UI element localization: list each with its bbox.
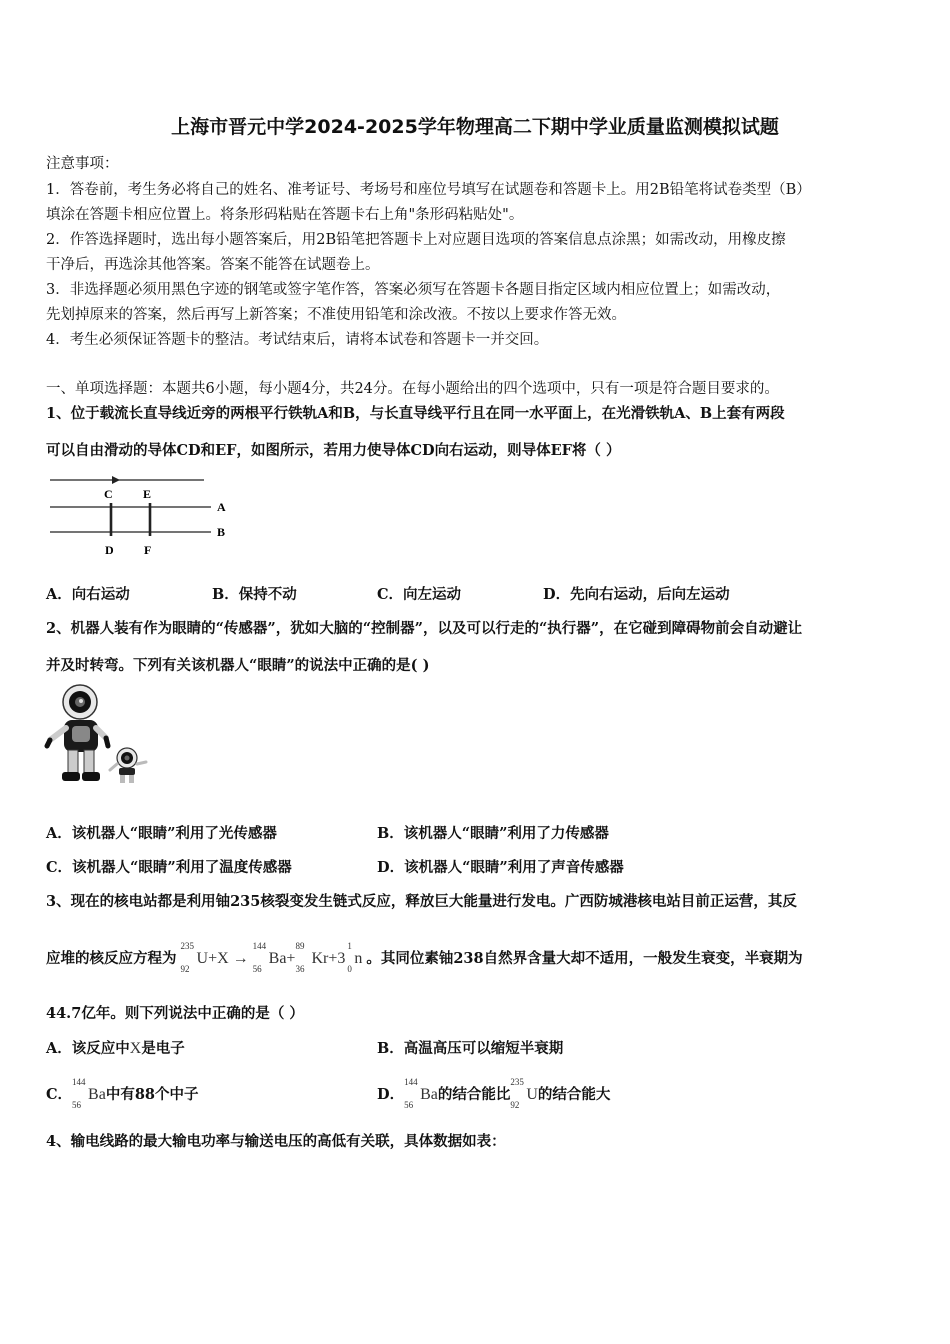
q3-stem: 44.7亿年。则下列说法中正确的是（ ） (46, 1005, 304, 1022)
q3-option-c[interactable]: C． 144 56 Ba中有88个中子 (46, 1077, 199, 1110)
nuclear-equation: 235 92 U+X → 144 56 Ba+ 89 36 Kr+3 1 0 n (180, 941, 363, 974)
q1-rail-diagram (46, 470, 236, 560)
q2-option-a[interactable]: A．该机器人“眼睛”利用了光传感器 (46, 825, 277, 842)
label-c: C (104, 487, 113, 501)
q3-stem: 3、现在的核电站都是利用铀235核裂变发生链式反应，释放巨大能量进行发电。广西防城港核电站目前正运营，其反 (46, 893, 797, 910)
robot-image (44, 682, 154, 786)
label-a: A (217, 500, 226, 514)
notice-line: 干净后，再选涂其他答案。答案不能答在试题卷上。 (46, 257, 380, 273)
q4-stem: 4、输电线路的最大输电功率与输送电压的高低有关联，具体数据如表： (46, 1133, 506, 1150)
notice-line: 先划掉原来的答案，然后再写上新答案；不准使用铅笔和涂改液。不按以上要求作答无效。 (46, 307, 626, 323)
q2-option-b[interactable]: B．该机器人“眼睛”利用了力传感器 (377, 825, 609, 842)
page-title: 上海市晋元中学2024-2025学年物理高二下期中学业质量监测模拟试题 (171, 116, 779, 138)
current-arrow-icon (112, 476, 120, 484)
notice-line: 2．作答选择题时，选出每小题答案后，用2B铅笔把答题卡上对应题目选项的答案信息点涂黑；如需改动，用橡皮擦 (46, 232, 786, 248)
q2-option-d[interactable]: D．该机器人“眼睛”利用了声音传感器 (377, 859, 624, 876)
notice-line: 填涂在答题卡相应位置上。将条形码粘贴在答题卡右上角"条形码粘贴处"。 (46, 207, 524, 223)
q3-option-b[interactable]: B．高温高压可以缩短半衰期 (377, 1040, 564, 1057)
q2-stem: 2、机器人装有作为眼睛的“传感器”，犹如大脑的“控制器”，以及可以行走的“执行器”，在它碰到障碍物前会自动避让 (46, 620, 803, 637)
label-b: B (217, 525, 226, 539)
notice-line: 1．答卷前，考生务必将自己的姓名、准考证号、考场号和座位号填写在试题卷和答题卡上。用2B铅笔将试卷类型（B） (46, 182, 811, 198)
notice-line: 4．考生必须保证答题卡的整洁。考试结束后，请将本试卷和答题卡一并交回。 (46, 332, 549, 348)
label-d: D (105, 543, 114, 557)
q1-option-c[interactable]: C．向左运动 (377, 586, 462, 603)
q2-option-c[interactable]: C．该机器人“眼睛”利用了温度传感器 (46, 859, 292, 876)
q3-option-a[interactable]: A．该反应中X是电子 (46, 1040, 185, 1057)
label-e: E (143, 487, 152, 501)
q3-option-d[interactable]: D． 144 56 Ba的结合能比 235 92 U的结合能大 (377, 1077, 611, 1110)
q1-stem: 1、位于载流长直导线近旁的两根平行铁轨A和B，与长直导线平行且在同一水平面上，在光滑铁轨A、B上套有两段 (46, 405, 785, 422)
q1-option-a[interactable]: A．向右运动 (46, 586, 130, 603)
notice-line: 3．非选择题必须用黑色字迹的钢笔或签字笔作答，答案必须写在答题卡各题目指定区域内相应位置上；如需改动， (46, 282, 781, 298)
q1-option-d[interactable]: D．先向右运动，后向左运动 (543, 586, 730, 603)
label-f: F (144, 543, 152, 557)
notice-heading: 注意事项： (46, 156, 119, 172)
q1-stem: 可以自由滑动的导体CD和EF，如图所示，若用力使导体CD向右运动，则导体EF将（ ） (46, 442, 621, 459)
q3-stem-equation-line: 应堆的核反应方程为 235 92 U+X → 144 56 Ba+ 89 36 Kr+3 1 0 n 。其同位素铀238自然界含量大却不适用，一般发生衰变，半衰期为 (46, 941, 803, 974)
q2-stem: 并及时转弯。下列有关该机器人“眼睛”的说法中正确的是( ) (46, 657, 430, 674)
section-heading: 一、单项选择题：本题共6小题，每小题4分，共24分。在每小题给出的四个选项中，只有一项是符合题目要求的。 (46, 381, 779, 397)
q1-option-b[interactable]: B．保持不动 (212, 586, 297, 603)
